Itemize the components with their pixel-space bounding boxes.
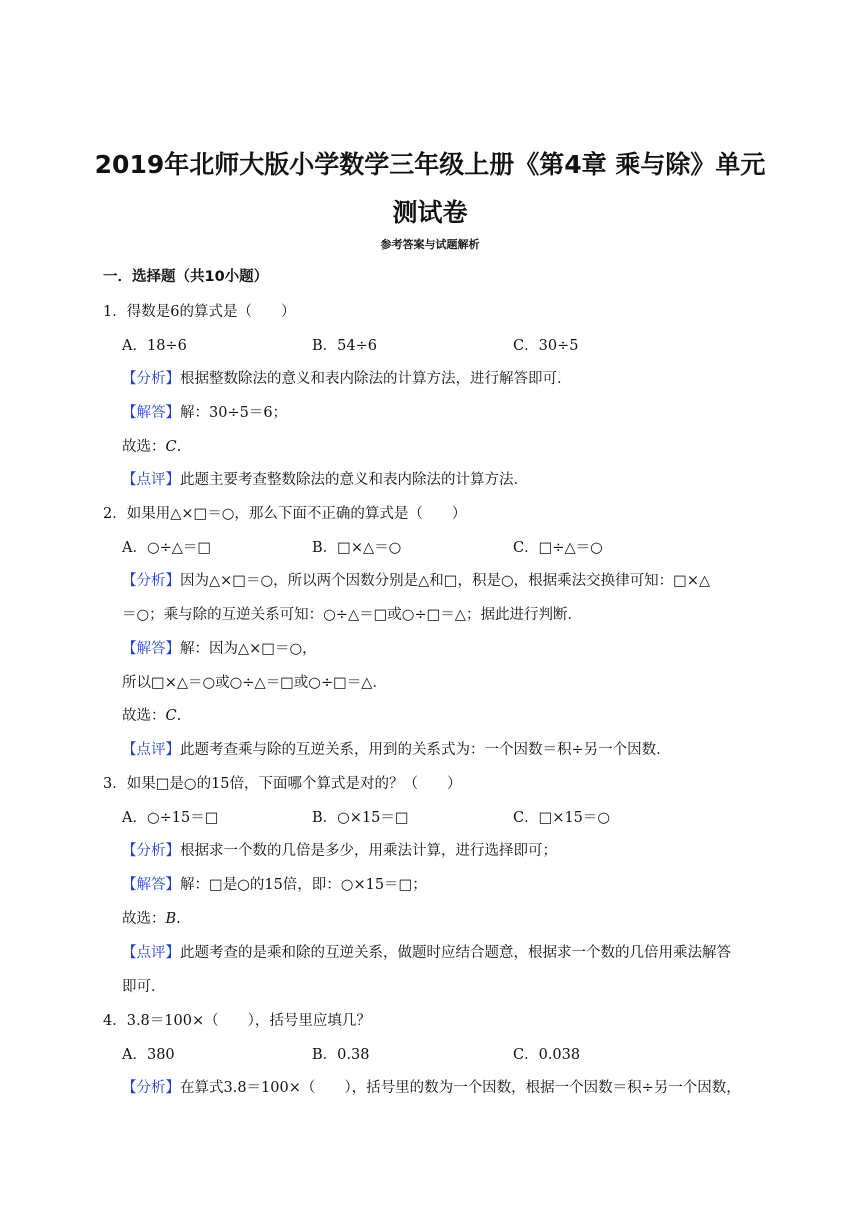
q3-option-c: C．□×15＝○ — [513, 810, 611, 826]
q1-choice-letter: C — [165, 439, 177, 455]
q3-answer — [122, 874, 427, 896]
q3-comment-text-2: 即可． — [122, 979, 166, 995]
q3-stem: 3．如果□是○的15倍，下面哪个算式是对的？（ ） — [103, 776, 462, 792]
q3-analysis-text: 根据求一个数的几倍是多少，用乘法计算，进行选择即可； — [180, 843, 557, 859]
q3-analysis — [122, 840, 557, 862]
select-prefix: 故选： — [122, 708, 166, 724]
q1-choice: 故选：C. — [122, 439, 182, 455]
answer-tag: 【解答】 — [122, 877, 180, 893]
document-subtitle: 参考答案与试题解析 — [380, 238, 480, 251]
q2-stem: 2．如果用△×□＝○，那么下面不正确的算式是（ ） — [103, 506, 467, 522]
q2-answer-text-2: 所以□×△＝○或○÷△＝□或○÷□＝△． — [122, 675, 387, 691]
q1-stem: 1．得数是6的算式是（ ） — [103, 304, 296, 320]
q4-analysis-text: 在算式3.8＝100×（ ），括号里的数为一个因数，根据一个因数＝积÷另一个因数， — [180, 1080, 741, 1096]
q1-comment-text: 此题主要考查整数除法的意义和表内除法的计算方法． — [180, 472, 528, 488]
q2-choice-letter: C — [165, 708, 177, 724]
q2-comment — [122, 739, 671, 761]
select-prefix: 故选： — [122, 439, 166, 455]
q3-comment-text-1: 此题考查的是乘和除的互逆关系，做题时应结合题意，根据求一个数的几倍用乘法解答 — [180, 945, 731, 961]
q2-option-a: A．○÷△＝□ — [122, 540, 212, 556]
answer-tag: 【解答】 — [122, 641, 180, 657]
q4-analysis — [122, 1077, 741, 1099]
analysis-tag: 【分析】 — [122, 371, 180, 387]
title-line-1: 2019年北师大版小学数学三年级上册《第4章 乘与除》单元 — [94, 150, 766, 179]
q1-comment — [122, 469, 528, 491]
q3-option-a: A．○÷15＝□ — [122, 810, 219, 826]
q2-analysis — [122, 570, 710, 592]
q1-analysis — [122, 368, 572, 390]
q2-analysis-text-1: 因为△×□＝○，所以两个因数分别是△和□，积是○，根据乘法交换律可知：□×△ — [180, 573, 711, 589]
comment-tag: 【点评】 — [122, 742, 180, 758]
q2-option-b: B．□×△＝○ — [312, 540, 402, 556]
q3-comment — [122, 942, 731, 964]
q2-option-c: C．□÷△＝○ — [513, 540, 603, 556]
q1-option-a: A．18÷6 — [122, 338, 187, 354]
comment-tag: 【点评】 — [122, 472, 180, 488]
q3-option-b: B．○×15＝□ — [312, 810, 409, 826]
q4-stem: 4．3.8＝100×（ ），括号里应填几？ — [103, 1013, 371, 1029]
q3-choice-letter: B — [165, 911, 177, 927]
document-title — [90, 141, 770, 237]
section-heading: 一．选择题（共10小题） — [103, 269, 269, 285]
q4-option-a: A．380 — [122, 1047, 175, 1063]
q3-choice: 故选：B. — [122, 911, 181, 927]
q4-option-c: C．0.038 — [513, 1047, 581, 1063]
q3-answer-text: 解：□是○的15倍，即：○×15＝□； — [180, 877, 427, 893]
analysis-tag: 【分析】 — [122, 1080, 180, 1096]
q1-answer — [122, 402, 287, 424]
q2-answer — [122, 638, 317, 660]
analysis-tag: 【分析】 — [122, 843, 180, 859]
title-line-2: 测试卷 — [392, 198, 468, 227]
q1-option-b: B．54÷6 — [312, 338, 377, 354]
comment-tag: 【点评】 — [122, 945, 180, 961]
q1-analysis-text: 根据整数除法的意义和表内除法的计算方法，进行解答即可． — [180, 371, 572, 387]
select-prefix: 故选： — [122, 911, 166, 927]
q4-option-b: B．0.38 — [312, 1047, 370, 1063]
analysis-tag: 【分析】 — [122, 573, 180, 589]
q1-answer-text: 解：30÷5＝6； — [180, 405, 288, 421]
q2-answer-text-1: 解：因为△×□＝○， — [180, 641, 317, 657]
q2-analysis-text-2: ＝○；乘与除的互逆关系可知：○÷△＝□或○÷□＝△；据此进行判断． — [122, 607, 582, 623]
q2-comment-text: 此题考查乘与除的互逆关系，用到的关系式为：一个因数＝积÷另一个因数． — [180, 742, 671, 758]
q1-option-c: C．30÷5 — [513, 338, 579, 354]
answer-tag: 【解答】 — [122, 405, 180, 421]
q2-choice: 故选：C. — [122, 708, 182, 724]
